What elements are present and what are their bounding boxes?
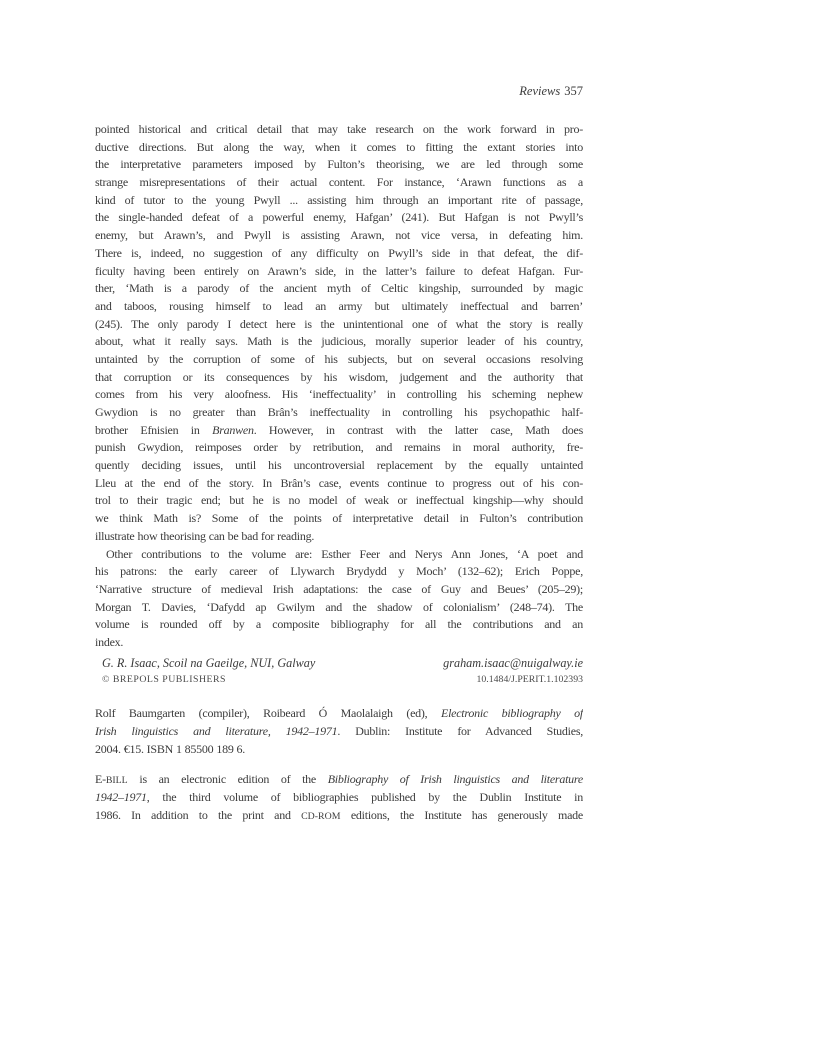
text-line: ficulty having been entirely on Arawn’s side, in the latter’s failure to defeat Hafgan. Fur- (95, 263, 583, 278)
text-line: Morgan T. Davies, ‘Dafydd ap Gwilym and the shadow of colonialism’ (248–74). The (95, 599, 583, 614)
page-content (95, 82, 583, 824)
text-line: index. (95, 634, 124, 649)
text-line: 1942–1971, the third volume of bibliographies published by the Dublin Institute in (95, 790, 583, 805)
text-line: his patrons: the early career of Llywarch Brydydd y Moch’ (132–62); Erich Poppe, (95, 564, 583, 579)
reviewer-email: graham.isaac@nuigalway.ie (443, 655, 583, 670)
text-line: 1986. In addition to the print and CD-ROM editions, the Institute has generously made (95, 807, 583, 822)
text-line: Other contributions to the volume are: Esther Feer and Nerys Ann Jones, ‘A poet and (106, 546, 583, 561)
review2-paragraph-1 (95, 771, 583, 824)
text-line: enemy, but Arawn’s, and Pwyll is assisting Arawn, not vice versa, in defeating him. (95, 228, 583, 243)
running-head-page-number: 357 (564, 84, 583, 98)
review1-paragraph-1 (95, 121, 583, 546)
text-line: illustrate how theorising can be bad for reading. (95, 528, 315, 543)
doi-identifier: 10.1484/J.PERIT.1.102393 (476, 674, 583, 686)
text-line: Rolf Baumgarten (compiler), Roibeard Ó Maolalaigh (ed), Electronic bibliography of (95, 706, 583, 721)
text-line: we think Math is? Some of the points of interpretative detail in Fulton’s contribution (95, 511, 583, 526)
text-line: strange misrepresentations of their actual content. For instance, ‘Arawn functions as a (95, 175, 583, 190)
text-line: E-BILL is an electronic edition of the Bibliography of Irish linguistics and literature (95, 772, 583, 787)
text-line: about, what it really says. Math is the judicious, morally superior leader of his country, (95, 334, 583, 349)
text-line: and taboos, rousing himself to lead an army but ultimately ineffectual and barren’ (95, 298, 583, 313)
text-line: pointed historical and critical detail that may take research on the work forward in pro- (95, 122, 583, 136)
review2-heading (95, 705, 583, 758)
text-line: There is, indeed, no suggestion of any difficulty on Pwyll’s side in that defeat, the dif- (95, 245, 583, 260)
text-line: the interpretative parameters imposed by Fulton’s theorising, we are led through some (95, 157, 583, 172)
text-line: Gwydion is no greater than Brân’s ineffectuality in controlling his psychopathic half- (95, 405, 583, 419)
text-line: ther, ‘Math is a parody of the ancient myth of Celtic kingship, surrounded by magic (95, 281, 583, 296)
text-line: comes from his very aloofness. His ‘ineffectuality’ in controlling his scheming nephew (95, 387, 583, 402)
text-line: ductive directions. But along the way, when it comes to fitting the extant stories into (95, 139, 583, 154)
running-head-journal: Reviews (519, 84, 561, 98)
text-line: kind of tutor to the young Pwyll ... assisting him through an important rite of passage, (95, 192, 583, 207)
publisher-copyright: © BREPOLS PUBLISHERS (102, 674, 226, 686)
text-line: brother Efnisien in Branwen. However, in contrast with the latter case, Math does (95, 422, 583, 437)
reviewer-name-affiliation: G. R. Isaac, Scoil na Gaeilge, NUI, Galway (102, 655, 316, 670)
review1-imprint-row (95, 672, 583, 687)
text-line: Irish linguistics and literature, 1942–1971. Dublin: Institute for Advanced Studies, (95, 724, 583, 739)
text-line: (245). The only parody I detect here is the unintentional one of what the story is really (95, 316, 583, 331)
text-line: ‘Narrative structure of medieval Irish adaptations: the case of Guy and Beues’ (205–29); (95, 581, 583, 596)
review1-paragraph-2 (95, 546, 583, 652)
text-line: trol to their tragic end; but he is no model of weak or ineffectual kingship—why should (95, 493, 583, 508)
text-line: 2004. €15. ISBN 1 85500 189 6. (95, 741, 246, 756)
text-line: volume is rounded off by a composite bibliography for all the contributions and an (95, 617, 583, 632)
running-head (95, 82, 583, 100)
text-line: the single-handed defeat of a powerful enemy, Hafgan’ (241). But Hafgan is not Pwyll’s (95, 210, 583, 225)
text-line: punish Gwydion, reimposes order by retribution, and remains in moral authority, fre- (95, 440, 583, 455)
text-line: Lleu at the end of the story. In Brân’s case, events continue to progress out of his con- (95, 475, 583, 490)
review1-signature-row (95, 655, 583, 673)
text-line: untainted by the corruption of some of his subjects, but on several occasions resolving (95, 351, 583, 366)
text-line: that corruption or its consequences by his wisdom, judgement and the authority that (95, 369, 583, 384)
text-line: quently deciding issues, until his uncontroversial replacement by the equally untainted (95, 458, 583, 473)
